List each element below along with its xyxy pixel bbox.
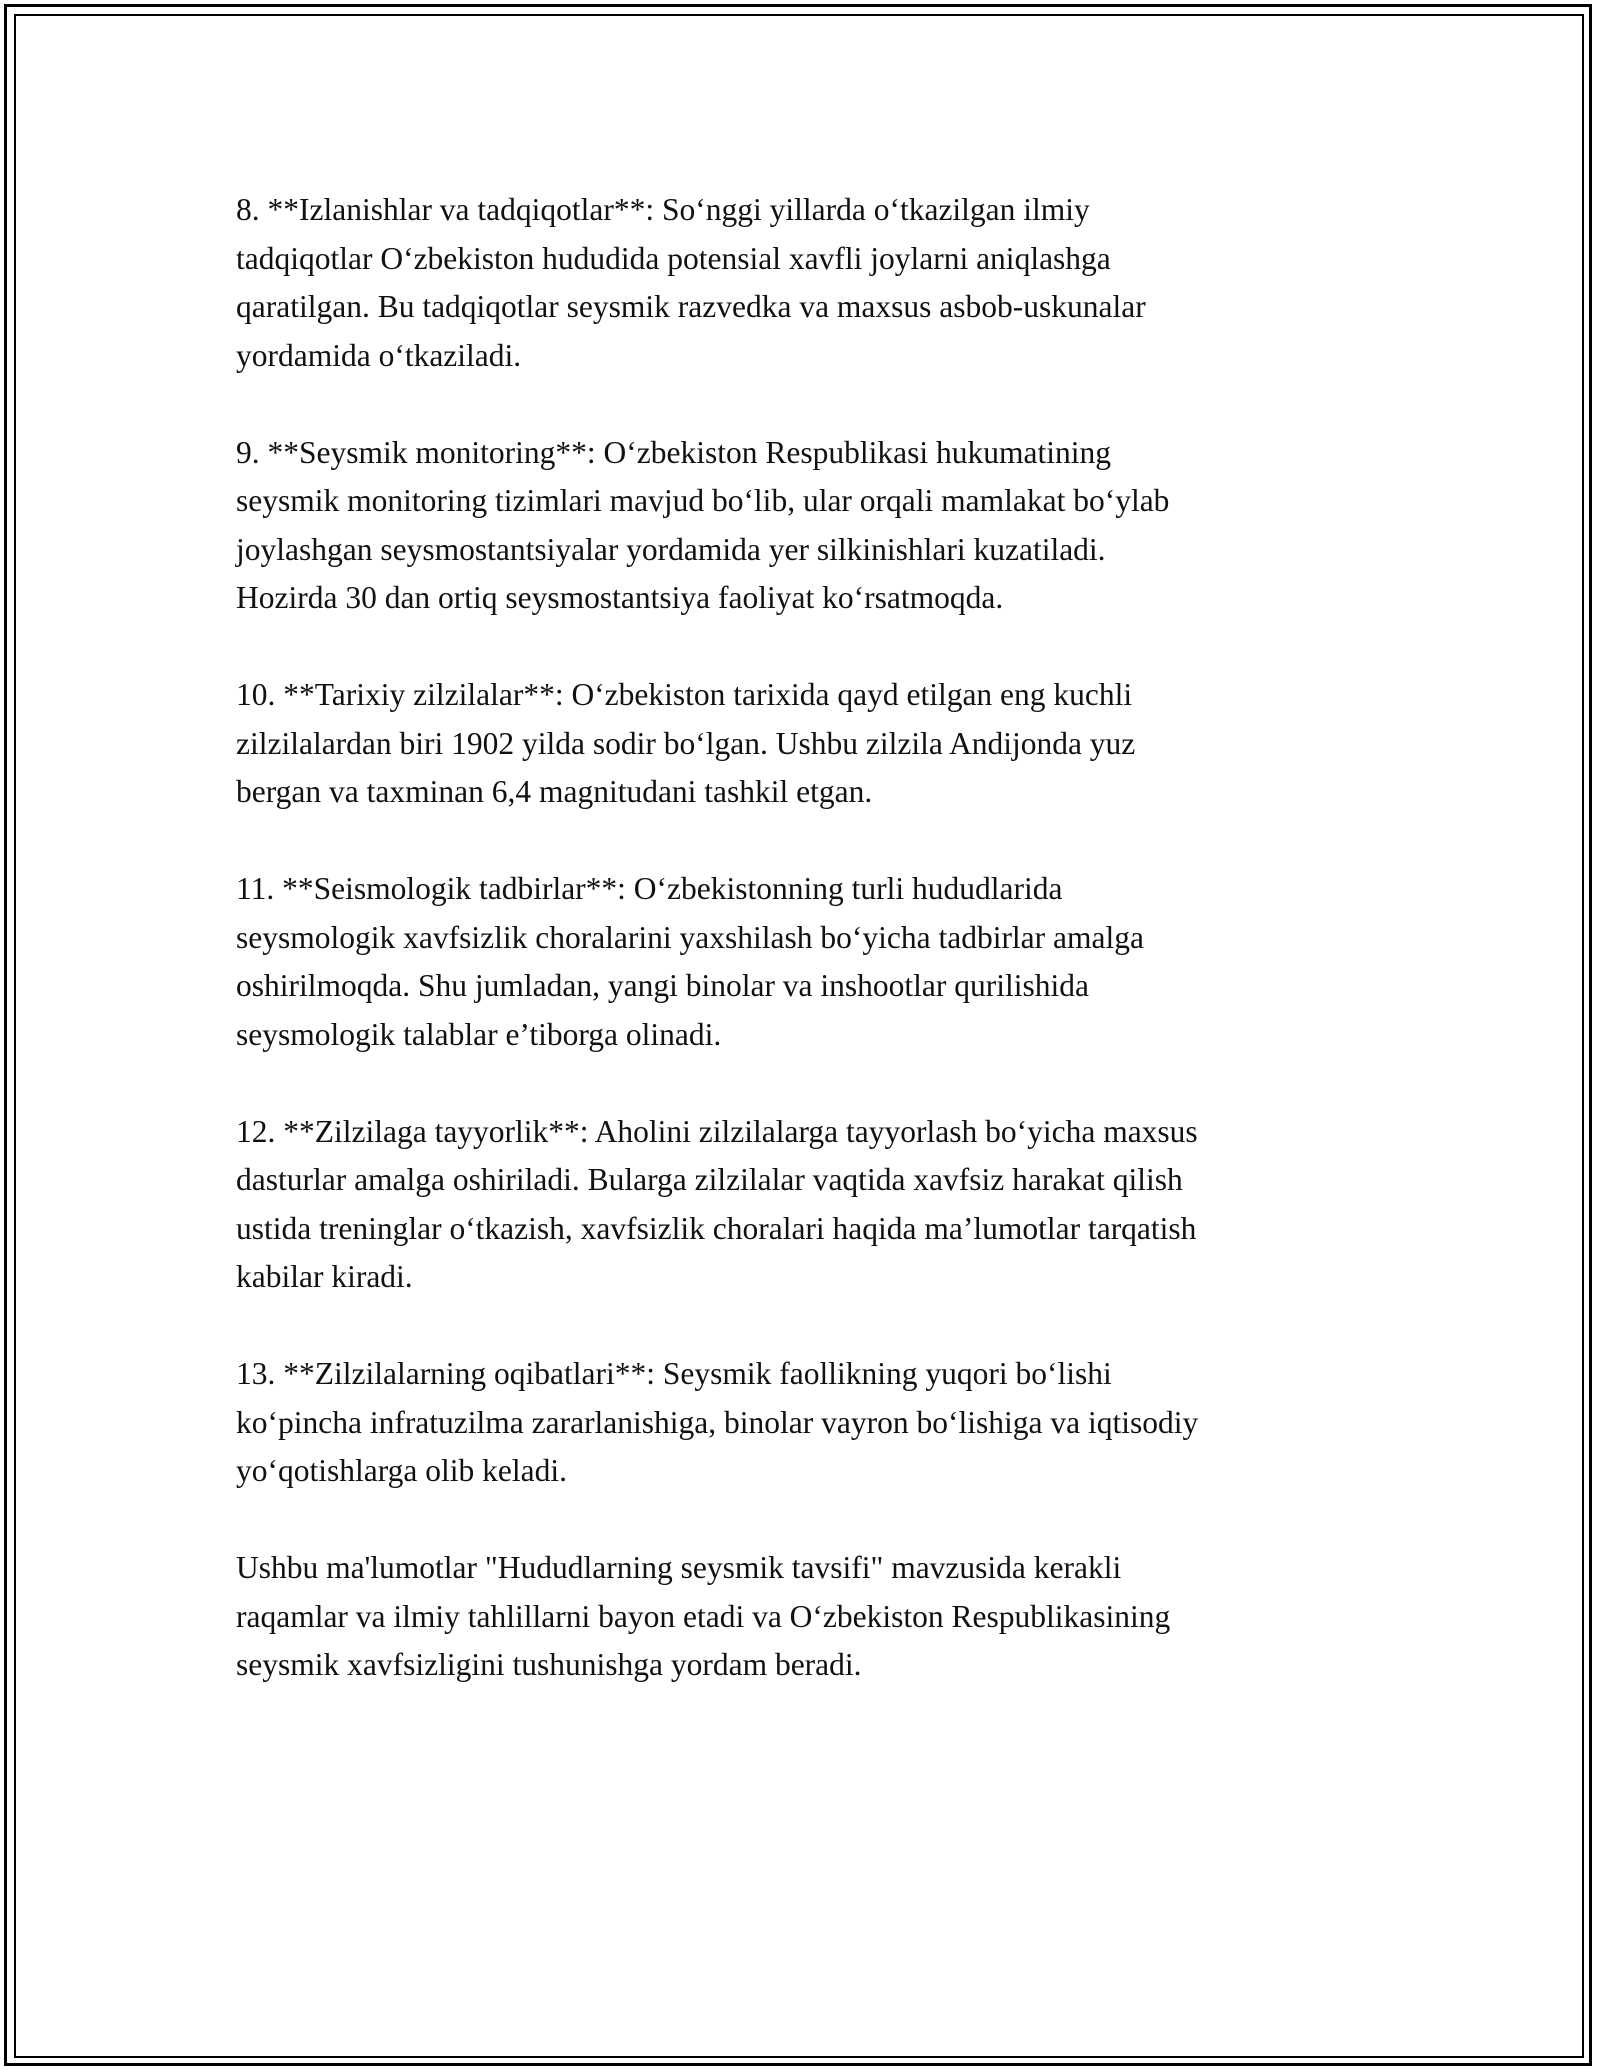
paragraph-conclusion: Ushbu ma'lumotlar "Hududlarning seysmik tavsifi" mavzusida kerakli raqamlar va ilmiy tahlillarni bayon etadi va O‘zbekiston Respublikasining seysmik xavfsizligini tushunishga yordam beradi. [236,1550,1171,1682]
paragraph-earthquake-consequences: 13. **Zilzilalarning oqibatlari**: Seysmik faollikning yuqori bo‘lishi ko‘pincha infratuzilma zararlanishiga, binolar vayron bo‘lishiga va iqtisodiy yo‘qotishlarga olib keladi. [236,1356,1199,1488]
document-body [236,186,1366,1738]
paragraph-historical-earthquakes: 10. **Tarixiy zilzilalar**: O‘zbekiston tarixida qayd etilgan eng kuchli zilzilalardan biri 1902 yilda sodir bo‘lgan. Ushbu zilzila Andijonda yuz bergan va taxminan 6,4 magnitudani tashkil etgan. [236,677,1136,809]
paragraph-seismic-monitoring: 9. **Seysmik monitoring**: O‘zbekiston Respublikasi hukumatining seysmik monitoring tizimlari mavjud bo‘lib, ular orqali mamlakat bo‘ylab joylashgan seysmostantsiyalar yordamida yer silkinishlari kuzatiladi. Hozirda 30 dan ortiq seysmostantsiya faoliyat ko‘rsatmoqda. [236,434,1170,615]
paragraph-earthquake-preparedness: 12. **Zilzilaga tayyorlik**: Aholini zilzilalarga tayyorlash bo‘yicha maxsus dasturlar amalga oshiriladi. Bularga zilzilalar vaqtida xavfsiz harakat qilish ustida treninglar o‘tkazish, xavfsizlik choralari haqida ma’lumotlar tarqatish kabilar kiradi. [236,1113,1198,1294]
paragraph-research: 8. **Izlanishlar va tadqiqotlar**: So‘nggi yillarda o‘tkazilgan ilmiy tadqiqotlar O‘zbekiston hududida potensial xavfli joylarni aniqlashga qaratilgan. Bu tadqiqotlar seysmik razvedka va maxsus asbob-uskunalar yordamida o‘tkaziladi. [236,192,1146,373]
paragraph-seismological-measures: 11. **Seismologik tadbirlar**: O‘zbekistonning turli hududlarida seysmologik xavfsizlik choralarini yaxshilash bo‘yicha tadbirlar amalga oshirilmoqda. Shu jumladan, yangi binolar va inshootlar qurilishida seysmologik talablar e’tiborga olinadi. [236,871,1144,1052]
